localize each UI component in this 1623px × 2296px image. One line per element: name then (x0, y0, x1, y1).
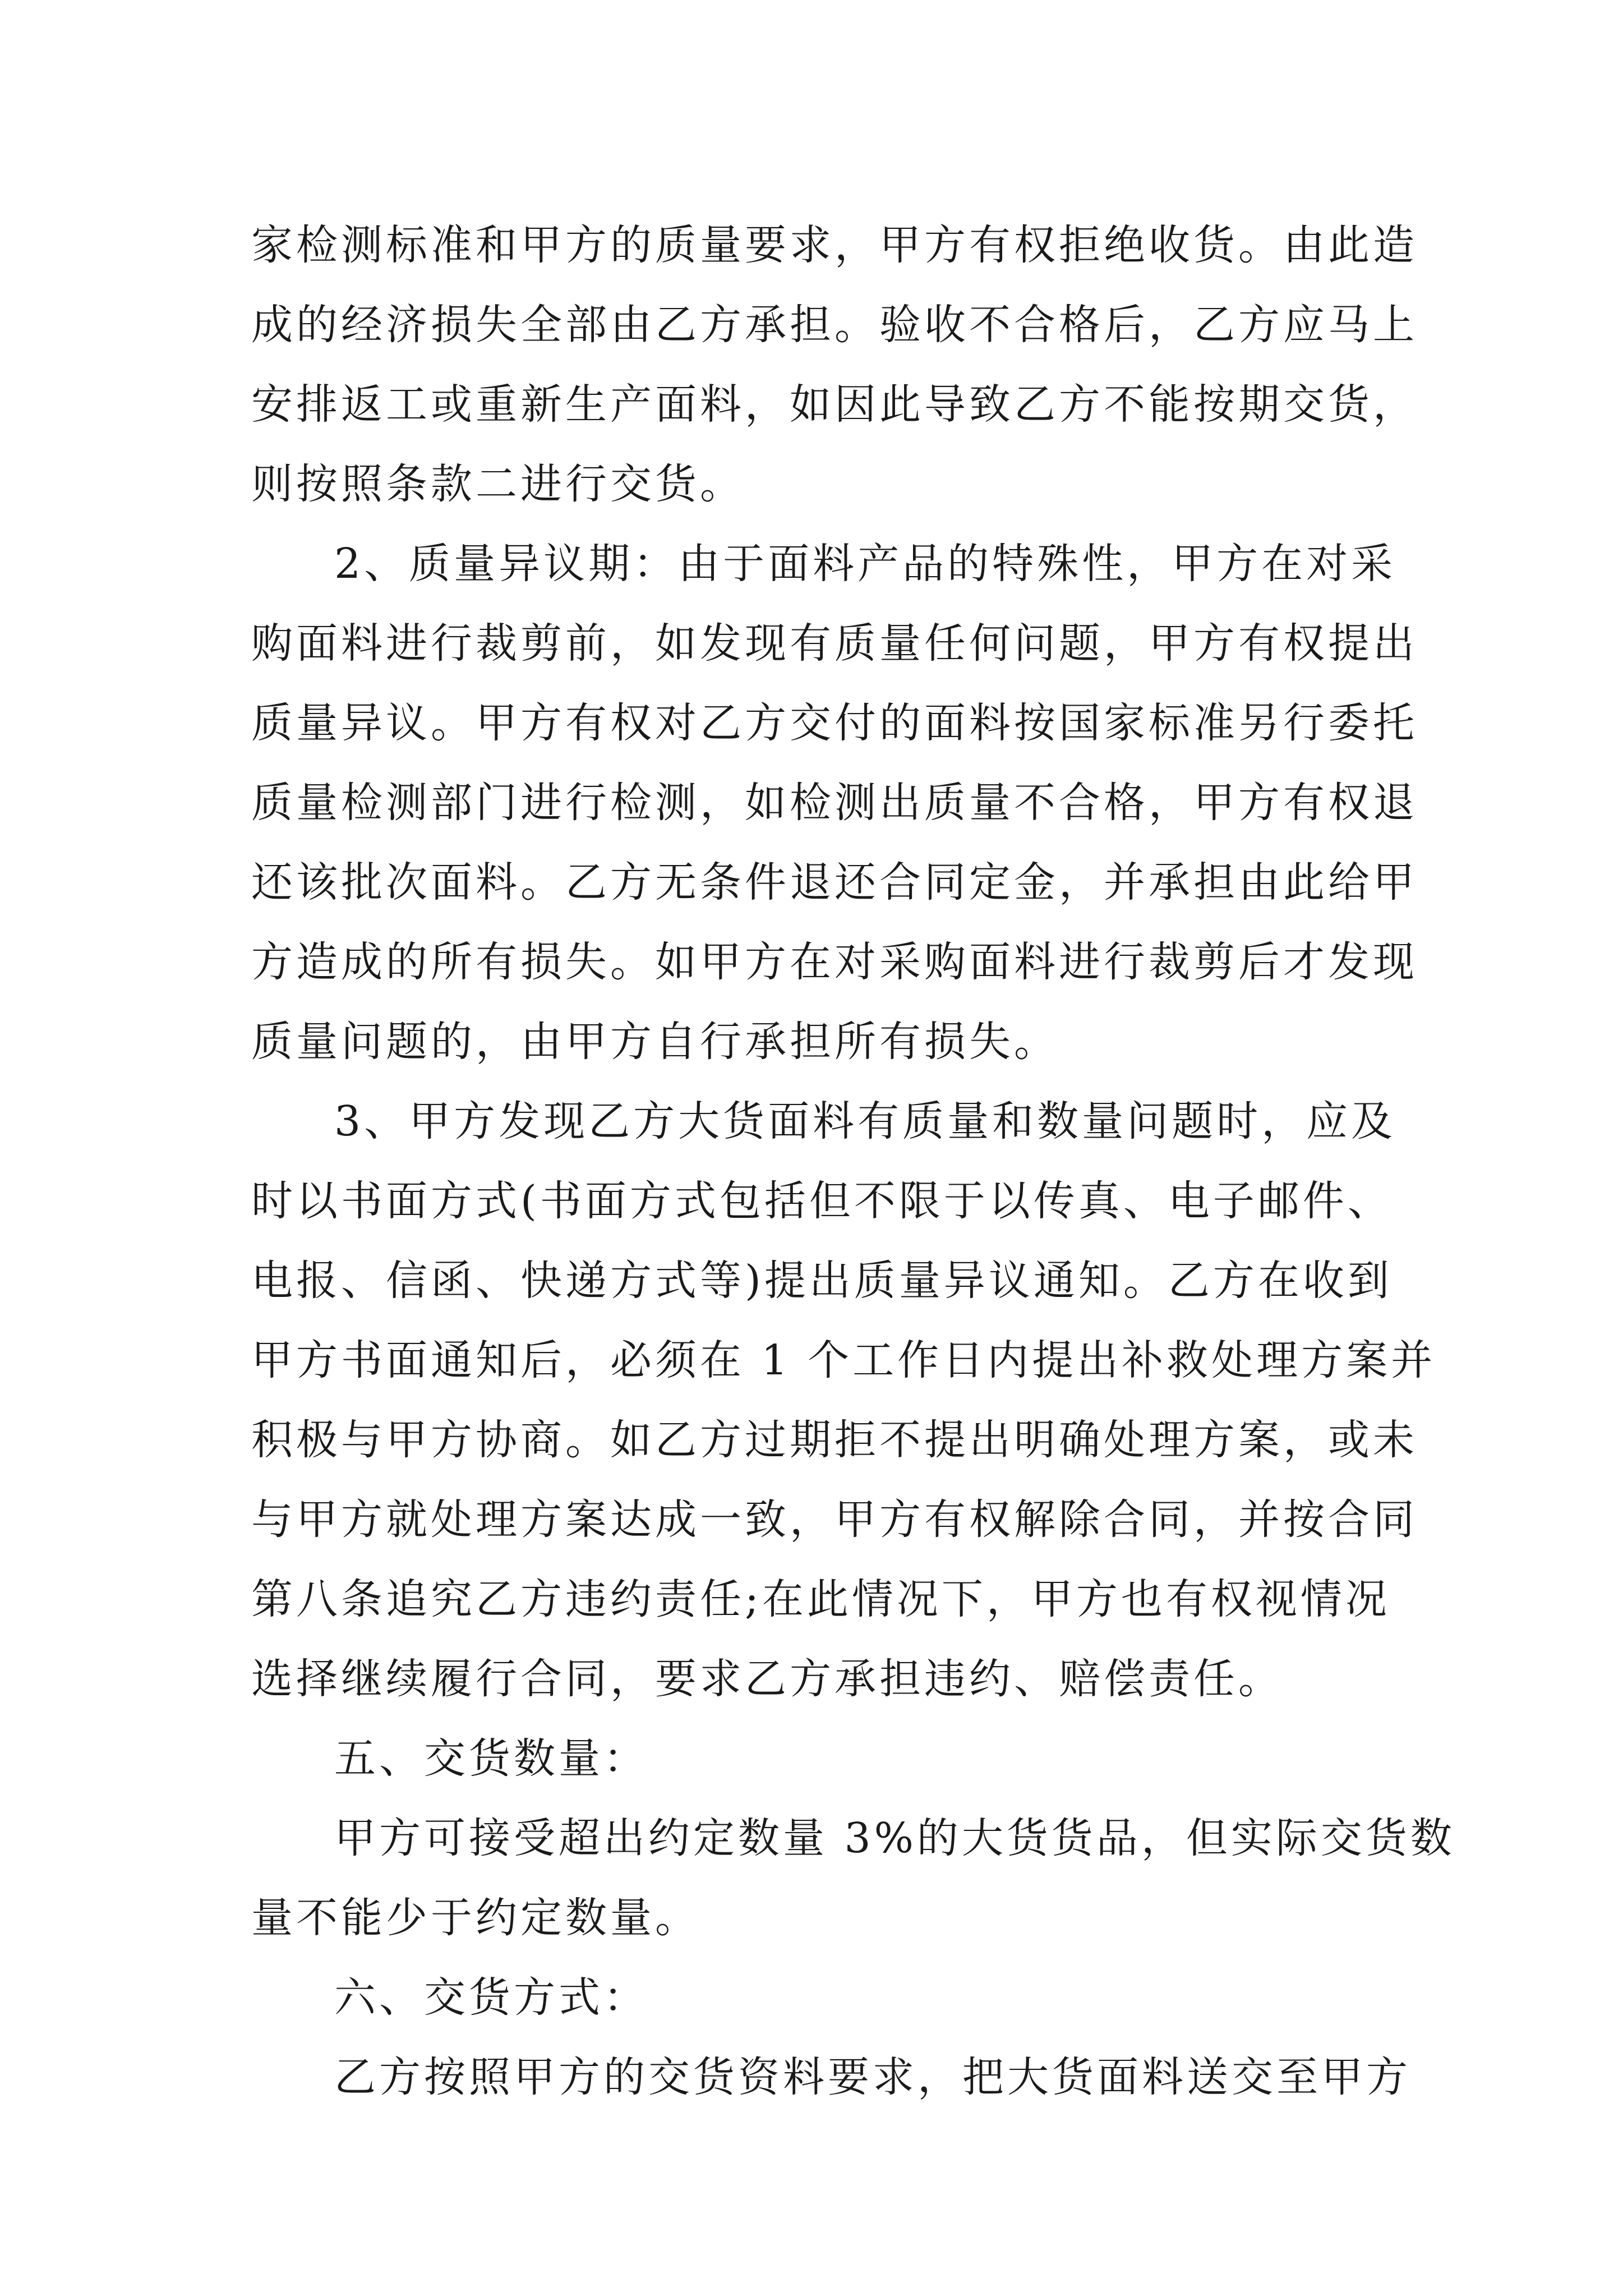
text-line: 成的经济损失全部由乙方承担。验收不合格后，乙方应马上 (251, 301, 1418, 349)
text-line: 甲方可接受超出约定数量 3%的大货货品，但实际交货数 (334, 1814, 1455, 1862)
text-line: 质量检测部门进行检测，如检测出质量不合格，甲方有权退 (251, 779, 1418, 827)
text-line: 还该批次面料。乙方无条件退还合同定金，并承担由此给甲 (251, 858, 1418, 907)
text-line: 则按照条款二进行交货。 (251, 460, 745, 508)
text-line: 电报、信函、快递方式等)提出质量异议通知。乙方在收到 (251, 1257, 1393, 1305)
text-line: 与甲方就处理方案达成一致，甲方有权解除合同，并按合同 (251, 1496, 1418, 1544)
section-heading-delivery-quantity: 五、交货数量： (334, 1734, 648, 1783)
text-line: 第八条追究乙方违约责任;在此情况下，甲方也有权视情况 (251, 1575, 1390, 1623)
text-line: 家检测标准和甲方的质量要求，甲方有权拒绝收货。由此造 (251, 221, 1418, 269)
section-heading-delivery-method: 六、交货方式： (334, 1973, 648, 2022)
contract-body (251, 205, 1455, 2117)
text-line: 安排返工或重新生产面料，如因此导致乙方不能按期交货， (251, 380, 1418, 429)
clause-3-heading-line: 3、甲方发现乙方大货面料有质量和数量问题时，应及 (334, 1097, 1396, 1145)
text-line: 质量问题的，由甲方自行承担所有损失。 (251, 1018, 1059, 1066)
text-line: 方造成的所有损失。如甲方在对采购面料进行裁剪后才发现 (251, 938, 1418, 986)
clause-2-heading-line: 2、质量异议期：由于面料产品的特殊性，甲方在对采 (334, 540, 1396, 588)
text-line: 选择继续履行合同，要求乙方承担违约、赔偿责任。 (251, 1655, 1283, 1703)
text-line: 乙方按照甲方的交货资料要求，把大货面料送交至甲方 (334, 2053, 1411, 2101)
text-line: 甲方书面通知后，必须在 1 个工作日内提出补救处理方案并 (251, 1336, 1436, 1384)
text-line: 积极与甲方协商。如乙方过期拒不提出明确处理方案，或未 (251, 1416, 1418, 1464)
text-line: 量不能少于约定数量。 (251, 1894, 700, 1942)
text-line: 购面料进行裁剪前，如发现有质量任何问题，甲方有权提出 (251, 619, 1418, 668)
text-line: 质量异议。甲方有权对乙方交付的面料按国家标准另行委托 (251, 699, 1418, 747)
text-line: 时以书面方式(书面方式包括但不限于以传真、电子邮件、 (251, 1177, 1393, 1225)
